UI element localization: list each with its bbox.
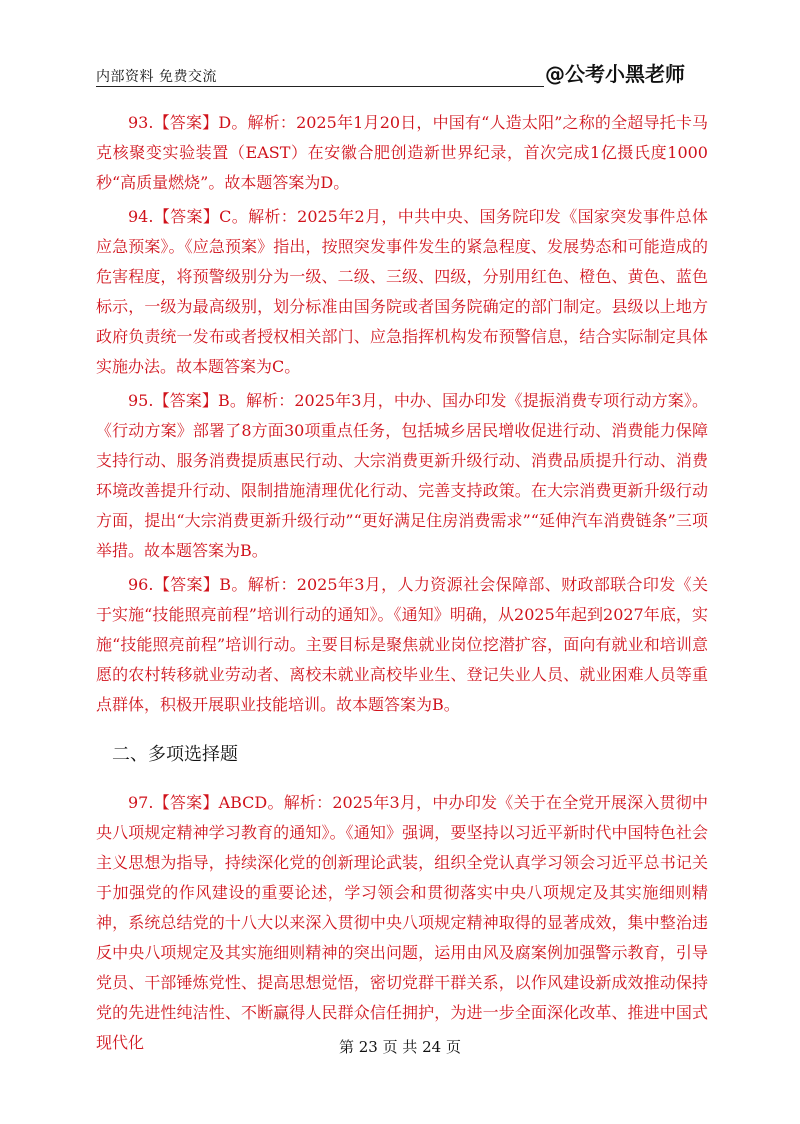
- answer-text: 【答案】ABCD。解析：2025年3月，中办印发《关于在全党开展深入贯彻中央八项规定精神学习教育的通知》。《通知》强调，要坚持以习近平新时代中国特色社会主义思想为指导，持续深化党的创新理论武装，组织全党认真学习领会习近平总书记关于加强党的作风建设的重要论述，学习领会和贯彻落实中央八项规定及其实施细则精神，系统总结党的十八大以来深入贯彻中央八项规定精神取得的显著成效，集中整治违反中央八项规定及其实施细则精神的突出问题，运用由风及腐案例加强警示教育，引导党员、干部锤炼党性、提高思想觉悟，密切党群干群关系，以作风建设新成效推动保持党的先进性纯洁性、不断赢得人民群众信任拥护，为进一步全面深化改革、推进中国式现代化: [96, 793, 708, 1052]
- page-content: [96, 108, 708, 1062]
- question-number: 95.: [128, 391, 154, 410]
- question-number: 96.: [128, 575, 154, 594]
- answer-paragraph-95: [96, 386, 708, 566]
- question-number: 93.: [128, 113, 154, 132]
- answer-text: 【答案】B。解析：2025年3月，中办、国办印发《提振消费专项行动方案》。《行动方案》部署了8方面30项重点任务，包括城乡居民增收促进行动、消费能力保障支持行动、服务消费提质惠民行动、大宗消费更新升级行动、消费品质提升行动、消费环境改善提升行动、限制措施清理优化行动、完善支持政策。在大宗消费更新升级行动方面，提出“大宗消费更新升级行动”“更好满足住房消费需求”“延伸汽车消费链条”三项举措。故本题答案为B。: [96, 391, 708, 560]
- answer-text: 【答案】C。解析：2025年2月，中共中央、国务院印发《国家突发事件总体应急预案》。《应急预案》指出，按照突发事件发生的紧急程度、发展势态和可能造成的危害程度，将预警级别分为一级、二级、三级、四级，分别用红色、橙色、黄色、蓝色标示，一级为最高级别，划分标准由国务院或者国务院确定的部门制定。县级以上地方政府负责统一发布或者授权相关部门、应急指挥机构发布预警信息，结合实际制定具体实施办法。故本题答案为C。: [96, 207, 708, 376]
- header-divider: [96, 86, 544, 87]
- answer-paragraph-93: [96, 108, 708, 198]
- page-footer: 第 23 页 共 24 页: [338, 1038, 461, 1056]
- answer-paragraph-94: [96, 202, 708, 382]
- answer-paragraph-96: [96, 570, 708, 720]
- answer-text: 【答案】D。解析：2025年1月20日，中国有“人造太阳”之称的全超导托卡马克核聚变实验装置（EAST）在安徽合肥创造新世界纪录，首次完成1亿摄氏度1000秒“高质量燃烧”。故本题答案为D。: [96, 113, 708, 192]
- header-author-handle: @公考小黑老师: [545, 62, 685, 86]
- answer-text: 【答案】B。解析：2025年3月，人力资源社会保障部、财政部联合印发《关于实施“技能照亮前程”培训行动的通知》。《通知》明确，从2025年起到2027年底，实施“技能照亮前程”培训行动。主要目标是聚焦就业岗位挖潜扩容，面向有就业和培训意愿的农村转移就业劳动者、离校未就业高校毕业生、登记失业人员、就业困难人员等重点群体，积极开展职业技能培训。故本题答案为B。: [96, 575, 708, 714]
- question-number: 94.: [128, 207, 154, 226]
- section-title: 二、多项选择题: [112, 744, 238, 765]
- header-left-text: 内部资料 免费交流: [96, 69, 217, 85]
- answer-paragraph-97: [96, 788, 708, 1058]
- question-number: 97.: [128, 793, 154, 812]
